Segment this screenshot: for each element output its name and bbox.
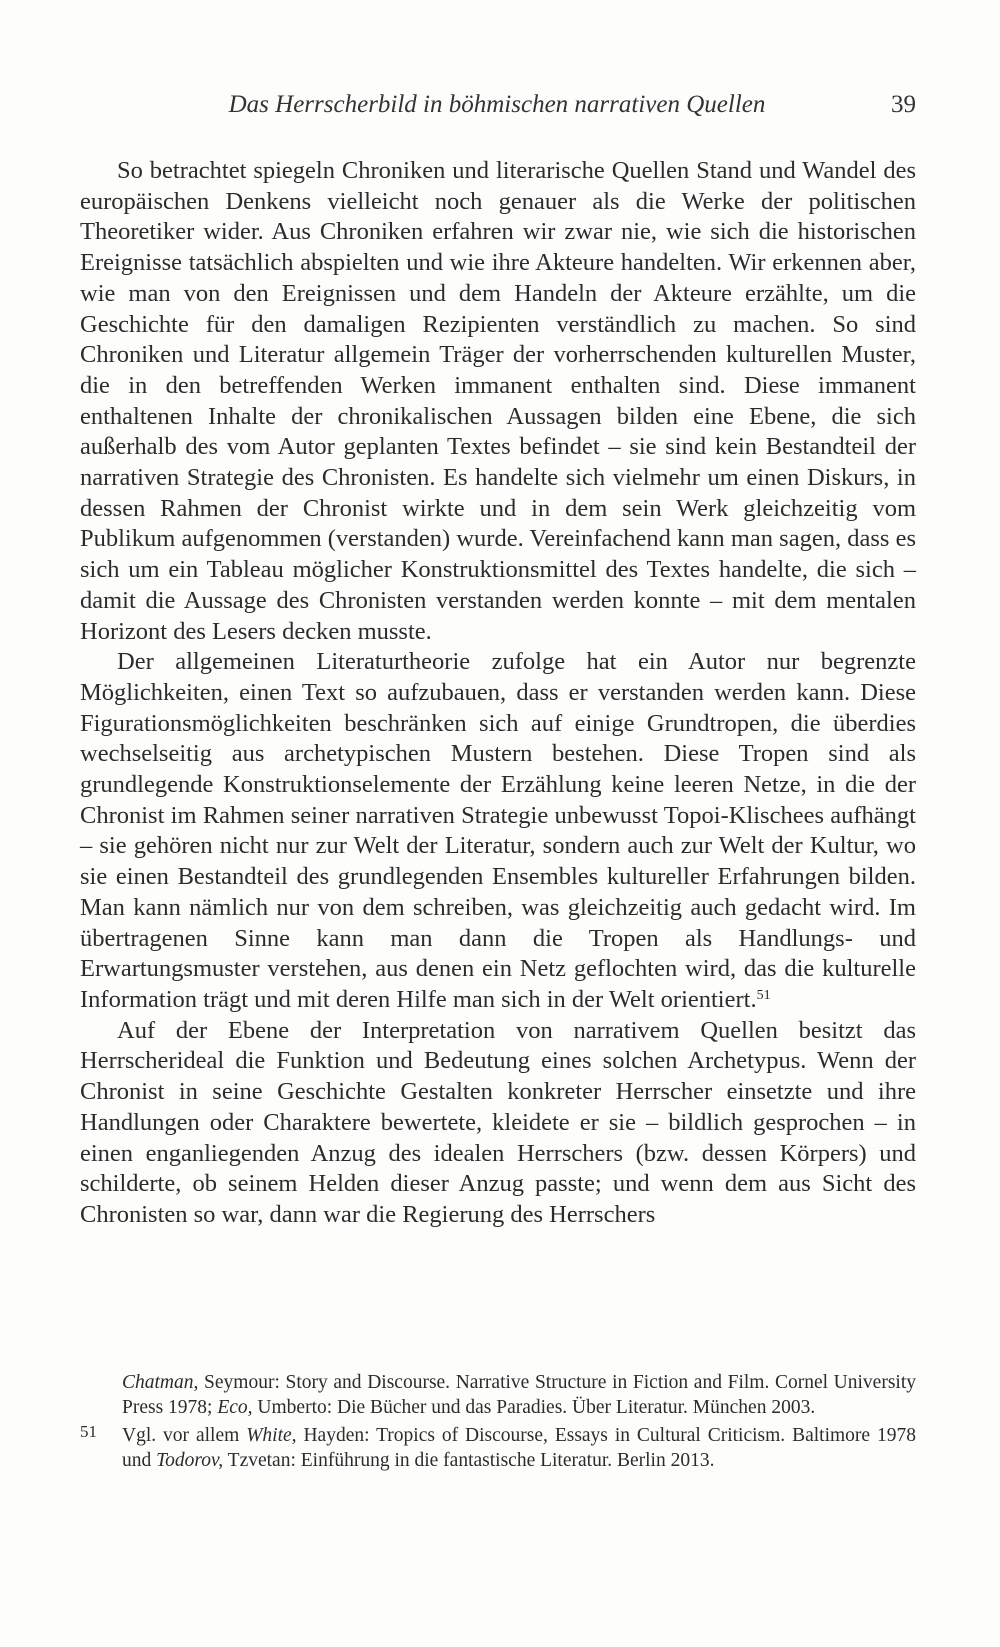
footnote-text: Seymour: Story and Discourse. Narrative Structure in Fiction and Film. Cornel University Press 1978; bbox=[122, 1372, 916, 1419]
paragraph-2 bbox=[80, 647, 916, 1015]
footnote-number: 51 bbox=[80, 1421, 97, 1441]
footnote-reference-51[interactable]: 51 bbox=[756, 987, 771, 1003]
running-title: Das Herrscherbild in böhmischen narrativen Quellen bbox=[228, 91, 766, 118]
footnote-author: Chatman, bbox=[122, 1372, 199, 1393]
footnote-author: Todorov, bbox=[156, 1450, 224, 1472]
footnote-text: Vgl. vor allem bbox=[122, 1424, 247, 1446]
footnote-author: White, bbox=[246, 1424, 297, 1446]
page-number: 39 bbox=[891, 91, 916, 118]
page-header bbox=[78, 91, 916, 127]
footnote-author: Eco, bbox=[217, 1397, 253, 1419]
paragraph-1: So betrachtet spiegeln Chroniken und literarische Quellen Stand und Wandel des europäischen Denkens vielleicht noch genauer als die Werke der politischen Theoretiker wider. Aus Chroniken erfahren wir zwar nie, wie sich die historischen Ereignisse tatsächlich abspielten und wie ihre Akteure handelten. Wir erkennen aber, wie man von den Ereignissen und dem Handeln der Akteure erzählte, um die Geschichte für den damaligen Rezipienten verständlich zu machen. So sind Chroniken und Literatur allgemein Träger der vorherrschenden kulturellen Muster, die in den betreffenden Werken immanent enthalten sind. Diese immanent enthaltenen Inhalte der chronikalischen Aussagen bilden eine Ebene, die sich außerhalb des vom Autor geplanten Textes befindet – sie sind kein Bestandteil der narrativen Strategie des Chronisten. Es handelte sich vielmehr um einen Diskurs, in dessen Rahmen der Chronist wirkte und in dem sein Werk gleichzeitig vom Publikum aufgenommen (verstanden) wurde. Vereinfachend kann man sagen, dass es sich um ein Tableau möglicher Konstruktionsmittel des Textes handelte, die sich – damit die Aussage des Chronisten verstanden werden konnte – mit dem mentalen Horizont des Lesers decken musste. bbox=[80, 157, 916, 645]
paragraph-2-text: Der allgemeinen Literaturtheorie zufolge hat ein Autor nur begrenzte Möglichkeiten, einen Text so aufzubauen, dass er verstanden werden kann. Diese Figurationsmöglichkeiten beschränken sich auf einige Grundtropen, die überdies wechselseitig aus archetypischen Mustern bestehen. Diese Tropen sind als grundlegende Konstruktionselemente der Erzählung keine leeren Netze, in die der Chronist im Rahmen seiner narrativen Strategie unbewusst Topoi-Klischees aufhängt – sie gehören nicht nur zur Welt der Literatur, sondern auch zur Welt der Kultur, wo sie einen Bestandteil des grundlegenden Ensembles kultureller Erfahrungen bilden. Man kann nämlich nur von dem schreiben, was gleichzeitig auch gedacht wird. Im übertragenen Sinne kann man dann die Tropen als Handlungs- und Erwartungsmuster verstehen, aus denen ein Netz geflochten wird, das die kulturelle Information trägt und mit deren Hilfe man sich in der Welt orientiert. bbox=[80, 648, 916, 1013]
footnote-text: Umberto: Die Bücher und das Paradies. Über Literatur. München 2003. bbox=[252, 1397, 816, 1419]
footnotes bbox=[80, 1370, 916, 1474]
footnote-text: Hayden: Tropics of Discourse, Essays in Cultural Criticism. Baltimore 1978 und bbox=[122, 1424, 916, 1472]
footnote-51 bbox=[80, 1423, 916, 1474]
main-text bbox=[80, 156, 916, 1231]
footnote-text: Tzvetan: Einführung in die fantastische Literatur. Berlin 2013. bbox=[223, 1450, 715, 1472]
footnote-continued bbox=[122, 1370, 916, 1421]
paragraph-3: Auf der Ebene der Interpretation von narrativem Quellen besitzt das Herrscherideal die Funktion und Bedeutung eines solchen Archetypus. Wenn der Chronist in seine Geschichte Gestalten konkreter Herrscher einsetzte und ihre Handlungen oder Charaktere bewertete, kleidete er sie – bildlich gesprochen – in einen enganliegenden Anzug des idealen Herrschers (bzw. dessen Körpers) und schilderte, ob seinem Helden dieser Anzug passte; und wenn dem aus Sicht des Chronisten so war, dann war die Regierung des Herrschers bbox=[80, 1016, 916, 1228]
